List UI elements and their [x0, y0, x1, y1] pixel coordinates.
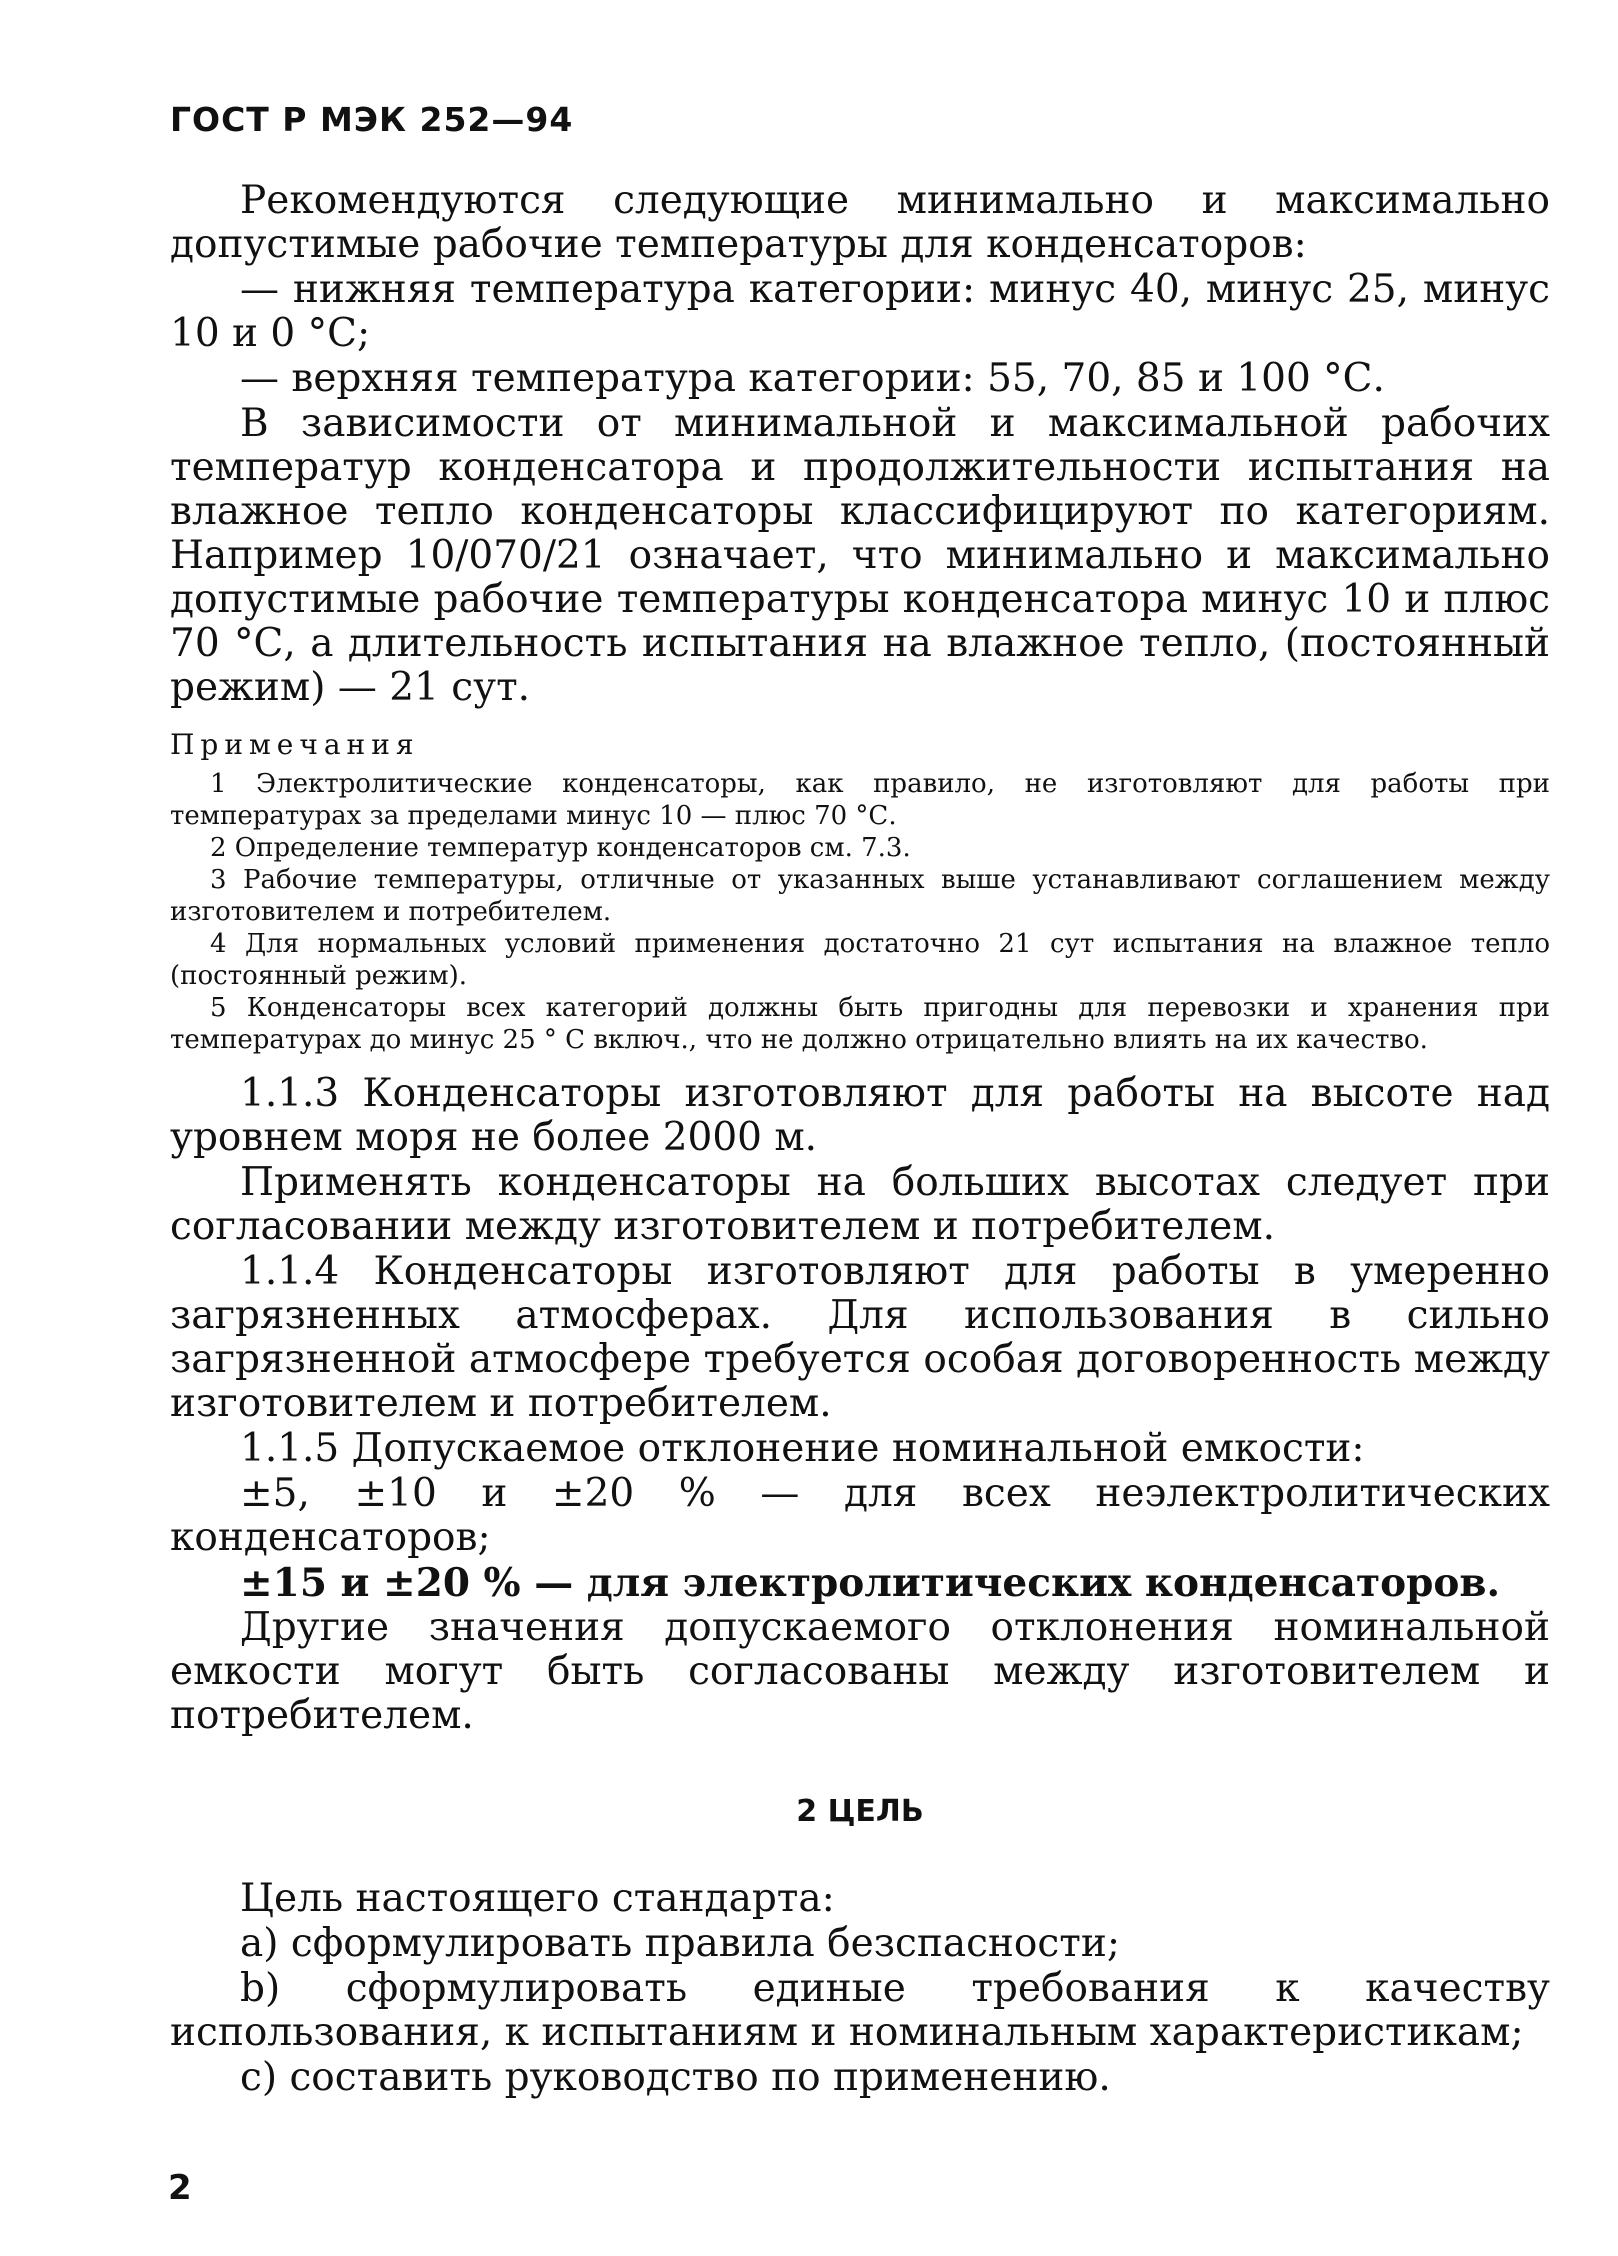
- paragraph-1-1-5: 1.1.5 Допускаемое отклонение номинальной емкости:: [240, 1426, 1365, 1471]
- page-number: 2: [168, 2168, 192, 2208]
- paragraph-lower-temperature: — нижняя температура категории: минус 40, минус 25, минус 10 и 0 °С;: [170, 267, 1550, 356]
- section-2-item-b: b) сформулировать единые требования к качеству использования, к испытаниям и номинальным характеристикам;: [170, 1966, 1550, 2055]
- section-2-item-a: a) сформулировать правила безспасности;: [240, 1921, 1120, 1966]
- paragraph-other-tolerances: Другие значения допускаемого отклонения номинальной емкости могут быть согласованы между изготовителем и потребителем.: [170, 1605, 1550, 1738]
- paragraph-upper-temperature: — верхняя температура категории: 55, 70, 85 и 100 °С.: [240, 356, 1385, 401]
- note-5: 5 Конденсаторы всех категорий должны быть пригодны для перевозки и хранения при температурах до минус 25 ° С включ., что не должно отрицательно влиять на их качество.: [170, 993, 1550, 1055]
- paragraph-recommended-temperatures: Рекомендуются следующие минимально и максимально допустимые рабочие температуры для конденсаторов:: [170, 178, 1550, 267]
- section-2-item-c: c) составить руководство по применению.: [240, 2055, 1111, 2100]
- note-3: 3 Рабочие температуры, отличные от указанных выше устанавливают соглашением между изготовителем и потребителем.: [170, 865, 1550, 927]
- note-2: 2 Определение температур конденсаторов см. 7.3.: [210, 833, 911, 863]
- notes-title: Примечания: [170, 728, 420, 761]
- document-header: ГОСТ Р МЭК 252—94: [170, 100, 574, 139]
- note-1: 1 Электролитические конденсаторы, как правило, не изготовляют для работы при температурах за пределами минус 10 — плюс 70 °С.: [170, 769, 1550, 831]
- paragraph-tolerance-electrolytic: ±15 и ±20 % — для электролитических конденсаторов.: [240, 1560, 1501, 1606]
- paragraph-altitude-agreement: Применять конденсаторы на больших высотах следует при согласовании между изготовителем и потребителем.: [170, 1160, 1550, 1249]
- section-2-heading: 2 ЦЕЛЬ: [796, 1794, 924, 1829]
- paragraph-tolerance-non-electrolytic: ±5, ±10 и ±20 % — для всех неэлектролитических конденсаторов;: [170, 1471, 1550, 1560]
- paragraph-1-1-4: 1.1.4 Конденсаторы изготовляют для работы в умеренно загрязненных атмосферах. Для использования в сильно загрязненной атмосфере требуется особая договоренность между изготовителем и потребителем.: [170, 1249, 1550, 1426]
- paragraph-category-classification: В зависимости от минимальной и максимальной рабочих температур конденсатора и продолжительности испытания на влажное тепло конденсаторы классифицируют по категориям. Например 10/070/21 означает, что минимально и максимально допустимые рабочие температуры конденсатора минус 10 и плюс 70 °С, а длительность испытания на влажное тепло, (постоянный режим) — 21 сут.: [170, 401, 1550, 710]
- paragraph-1-1-3: 1.1.3 Конденсаторы изготовляют для работы на высоте над уровнем моря не более 2000 м.: [170, 1071, 1550, 1160]
- section-2-intro: Цель настоящего стандарта:: [240, 1876, 835, 1921]
- spacer: [170, 1056, 1550, 1072]
- note-4: 4 Для нормальных условий применения достаточно 21 сут испытания на влажное тепло (постоянный режим).: [170, 929, 1550, 991]
- document-page: [170, 100, 1550, 2101]
